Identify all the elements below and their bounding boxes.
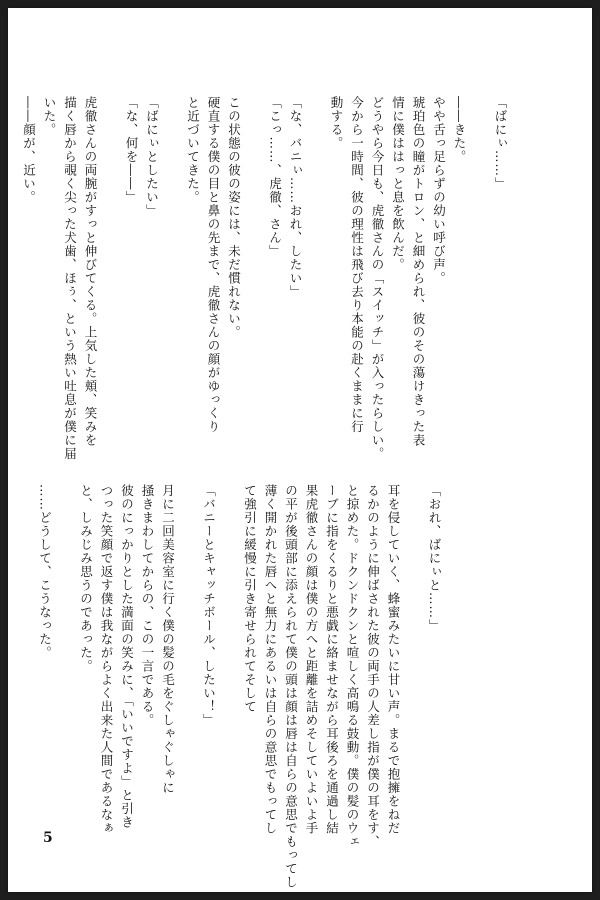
- text-line: 情に僕ははっと息を飲んだ。: [390, 96, 406, 272]
- page-number: 5: [43, 830, 53, 846]
- text-line: 「ばにぃ……」: [493, 96, 508, 191]
- text-line: 動する。: [329, 96, 344, 150]
- text-line: 琥珀色の瞳がトロン、と細められ、彼のその蕩けきった表: [411, 96, 426, 447]
- text-line: 「ばにぃとしたい」: [144, 96, 160, 218]
- text-line: [219, 484, 240, 824]
- text-line: 「おれ、ばにぃと……」: [427, 484, 442, 633]
- text-line: [403, 484, 424, 824]
- text-line: 「こっ……、虎徹、さん」: [267, 96, 283, 258]
- text-line: と近づいてきた。: [185, 96, 201, 204]
- text-line: 薄く開かれた唇へと無力にあるいは自らの意思でもってし: [263, 484, 278, 835]
- text-line: 虎徹さんの両腕がすっと伸びてくる。上気した頬、笑みを: [83, 96, 98, 447]
- text-line: の平が後頭部に添えられて僕の頭は顔は唇は自らの意思でもってし: [283, 484, 299, 889]
- text-line: [244, 96, 265, 436]
- text-line: 彼のにっかりとした満面の笑みに、「いいですよ」と引き: [119, 484, 135, 829]
- text-line: [100, 96, 121, 436]
- text-line: 果虎徹さんの顔は僕の方へと距離を詰めそしていよいよ手: [304, 484, 319, 835]
- text-line: 「な、何を――」: [124, 96, 139, 204]
- text-line: 硬直する僕の目と鼻の先まで、虎徹さんの顔がゆっくり: [206, 96, 221, 434]
- text-line: どうやら今日も、虎徹さんの「スイッチ」が入ったらしい。: [370, 96, 385, 461]
- text-line: と掠めた。ドクンドクンと喧しく高鳴る鼓動。僕の髪のウェ: [345, 484, 360, 849]
- text-line: [55, 484, 76, 824]
- text-line: この状態の彼の姿には、未だ慣れない。: [226, 96, 242, 339]
- text-line: るかのように伸ばされた彼の両手の人差し指が僕の耳をす、: [365, 484, 381, 849]
- text-line: [469, 96, 490, 436]
- text-line: 耳を侵していく、蜂蜜みたいに甘い声。まるで抱擁をねだ: [386, 484, 401, 835]
- text-line: つった笑顔で返す僕は我ながらよく出来た人間であるなぁ: [99, 484, 114, 835]
- text-line: [305, 96, 326, 436]
- text-line: [178, 484, 199, 824]
- text-line: て強引に緩慢に引き寄せられてそして: [242, 484, 258, 714]
- top-text-block: [18, 96, 510, 461]
- text-line: 「な、バニぃ……おれ、したい」: [288, 96, 303, 299]
- text-line: 今から一時間、彼の理性は飛び去り本能の赴くままに行: [349, 96, 365, 434]
- text-line: 「バニーとキャッチボール、したい！」: [201, 484, 217, 727]
- book-page: [8, 8, 592, 892]
- text-line: と、しみじみ思うのであった。: [78, 484, 94, 673]
- text-line: [162, 96, 183, 436]
- bottom-text-block: [34, 484, 444, 889]
- text-line: ――きた。: [452, 96, 467, 164]
- text-line: 掻きまわしてからの、この一言である。: [140, 484, 155, 727]
- text-line: 描く唇から覗く尖った犬歯、ほぅ、という熱い吐息が僕に届: [62, 96, 78, 461]
- text-line: 月に二回美容室に行く僕の髪の毛をぐしゃぐしゃに: [160, 484, 176, 795]
- text-line: ……どうして、こうなった。: [37, 484, 53, 660]
- text-line: いた。: [42, 96, 57, 137]
- text-line: ――顔が、近い。: [21, 96, 37, 204]
- text-line: ーブに指をくるりと悪戯に絡ませながら耳後ろを通過し結: [324, 484, 340, 835]
- text-line: やや舌っ足らずの幼い呼び声。: [431, 96, 447, 285]
